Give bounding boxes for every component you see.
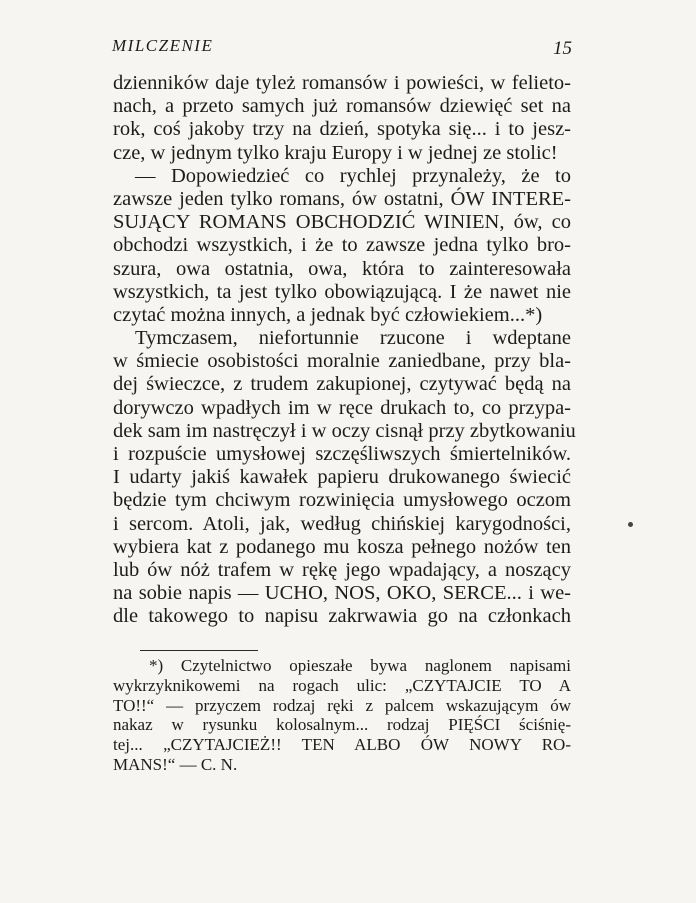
text-line: na sobie napis — UCHO, NOS, OKO, SERCE... i we- [113,582,571,605]
footnote-line: tej... „CZYTAJCIEŻ!! TEN ALBO ÓW NOWY RO- [113,735,571,755]
text-line: i sercom. Atoli, jak, według chińskiej karygodności, [113,512,571,535]
footnote [113,656,571,775]
text-line: lub ów nóż trafem w rękę jego wpadający, a noszący [113,558,571,581]
text-line: obchodzi wszystkich, i że to zawsze jedna tylko bro- [113,234,571,257]
text-line: rok, coś jakoby trzy na dzień, spotyka się... i to jesz- [113,118,571,141]
text-line: dzienników daje tyleż romansów i powieści, w felieto- [113,72,571,94]
text-line: wybiera kat z podanego mu kosza pełnego nożów ten [113,535,571,558]
page-number: 15 [553,38,572,59]
text-line: dorywczo wpadłych im w ręce drukach to, co przypa- [113,396,571,419]
text-line: — Dopowiedzieć co rychlej przynależy, że to [135,164,571,187]
text-line: i rozpuście umysłowej szczęśliwszych śmiertelników. [113,443,571,465]
footnote-divider [140,650,258,651]
text-line: będzie tym chciwym rozwinięcia umysłowego oczom [113,489,571,512]
running-head [112,36,572,66]
text-line: Tymczasem, niefortunnie rzucone i wdeptane [135,327,571,350]
footnote-line: nakaz w rysunku kolosalnym... rodzaj PIĘŚCI ściśnię- [113,715,571,735]
footnote-line: TO!!“ — przyczem rodzaj ręki z palcem wskazującym ów [113,695,571,715]
text-line: I udarty jakiś kawałek papieru drukowanego świecić [113,466,571,489]
text-line: cze, w jednym tylko kraju Europy i w jednej ze stolic! [113,141,558,164]
footnote-line: *) Czytelnictwo opieszałe bywa naglonem napisami [149,656,571,675]
text-line: dle takowego to napisu zakrwawia go na członkach [113,605,571,628]
text-line: czytać można innych, a jednak być człowiekiem...*) [113,303,543,326]
text-line: zawsze jeden tylko romans, ów ostatni, ÓW INTERE- [113,187,571,210]
text-line: szura, owa ostatnia, owa, która to zainteresowała [113,257,571,280]
running-title: MILCZENIE [112,36,214,55]
text-line: wszystkich, ta jest tylko obowiązującą. I że nawet nie [113,280,571,303]
text-line: w śmiecie osobistości moralnie zaniedbane, przy bla- [113,350,571,373]
ink-dot [628,522,633,527]
text-line: SUJĄCY ROMANS OBCHODZIĆ WINIEN, ów, co [113,211,571,234]
body-text [113,72,576,629]
footnote-line: wykrzyknikowemi na rogach ulic: „CZYTAJCIE TO A [113,675,571,695]
text-line: dek sam im nastręczył i w oczy cisnął przy zbytkowaniu [113,419,576,442]
text-line: dej świeczce, z trudem zakupionej, czytywać będą na [113,373,571,396]
text-line: nach, a przeto samych już romansów dziewięć set na [113,95,571,118]
footnote-line: MANS!“ — C. N. [113,754,238,774]
